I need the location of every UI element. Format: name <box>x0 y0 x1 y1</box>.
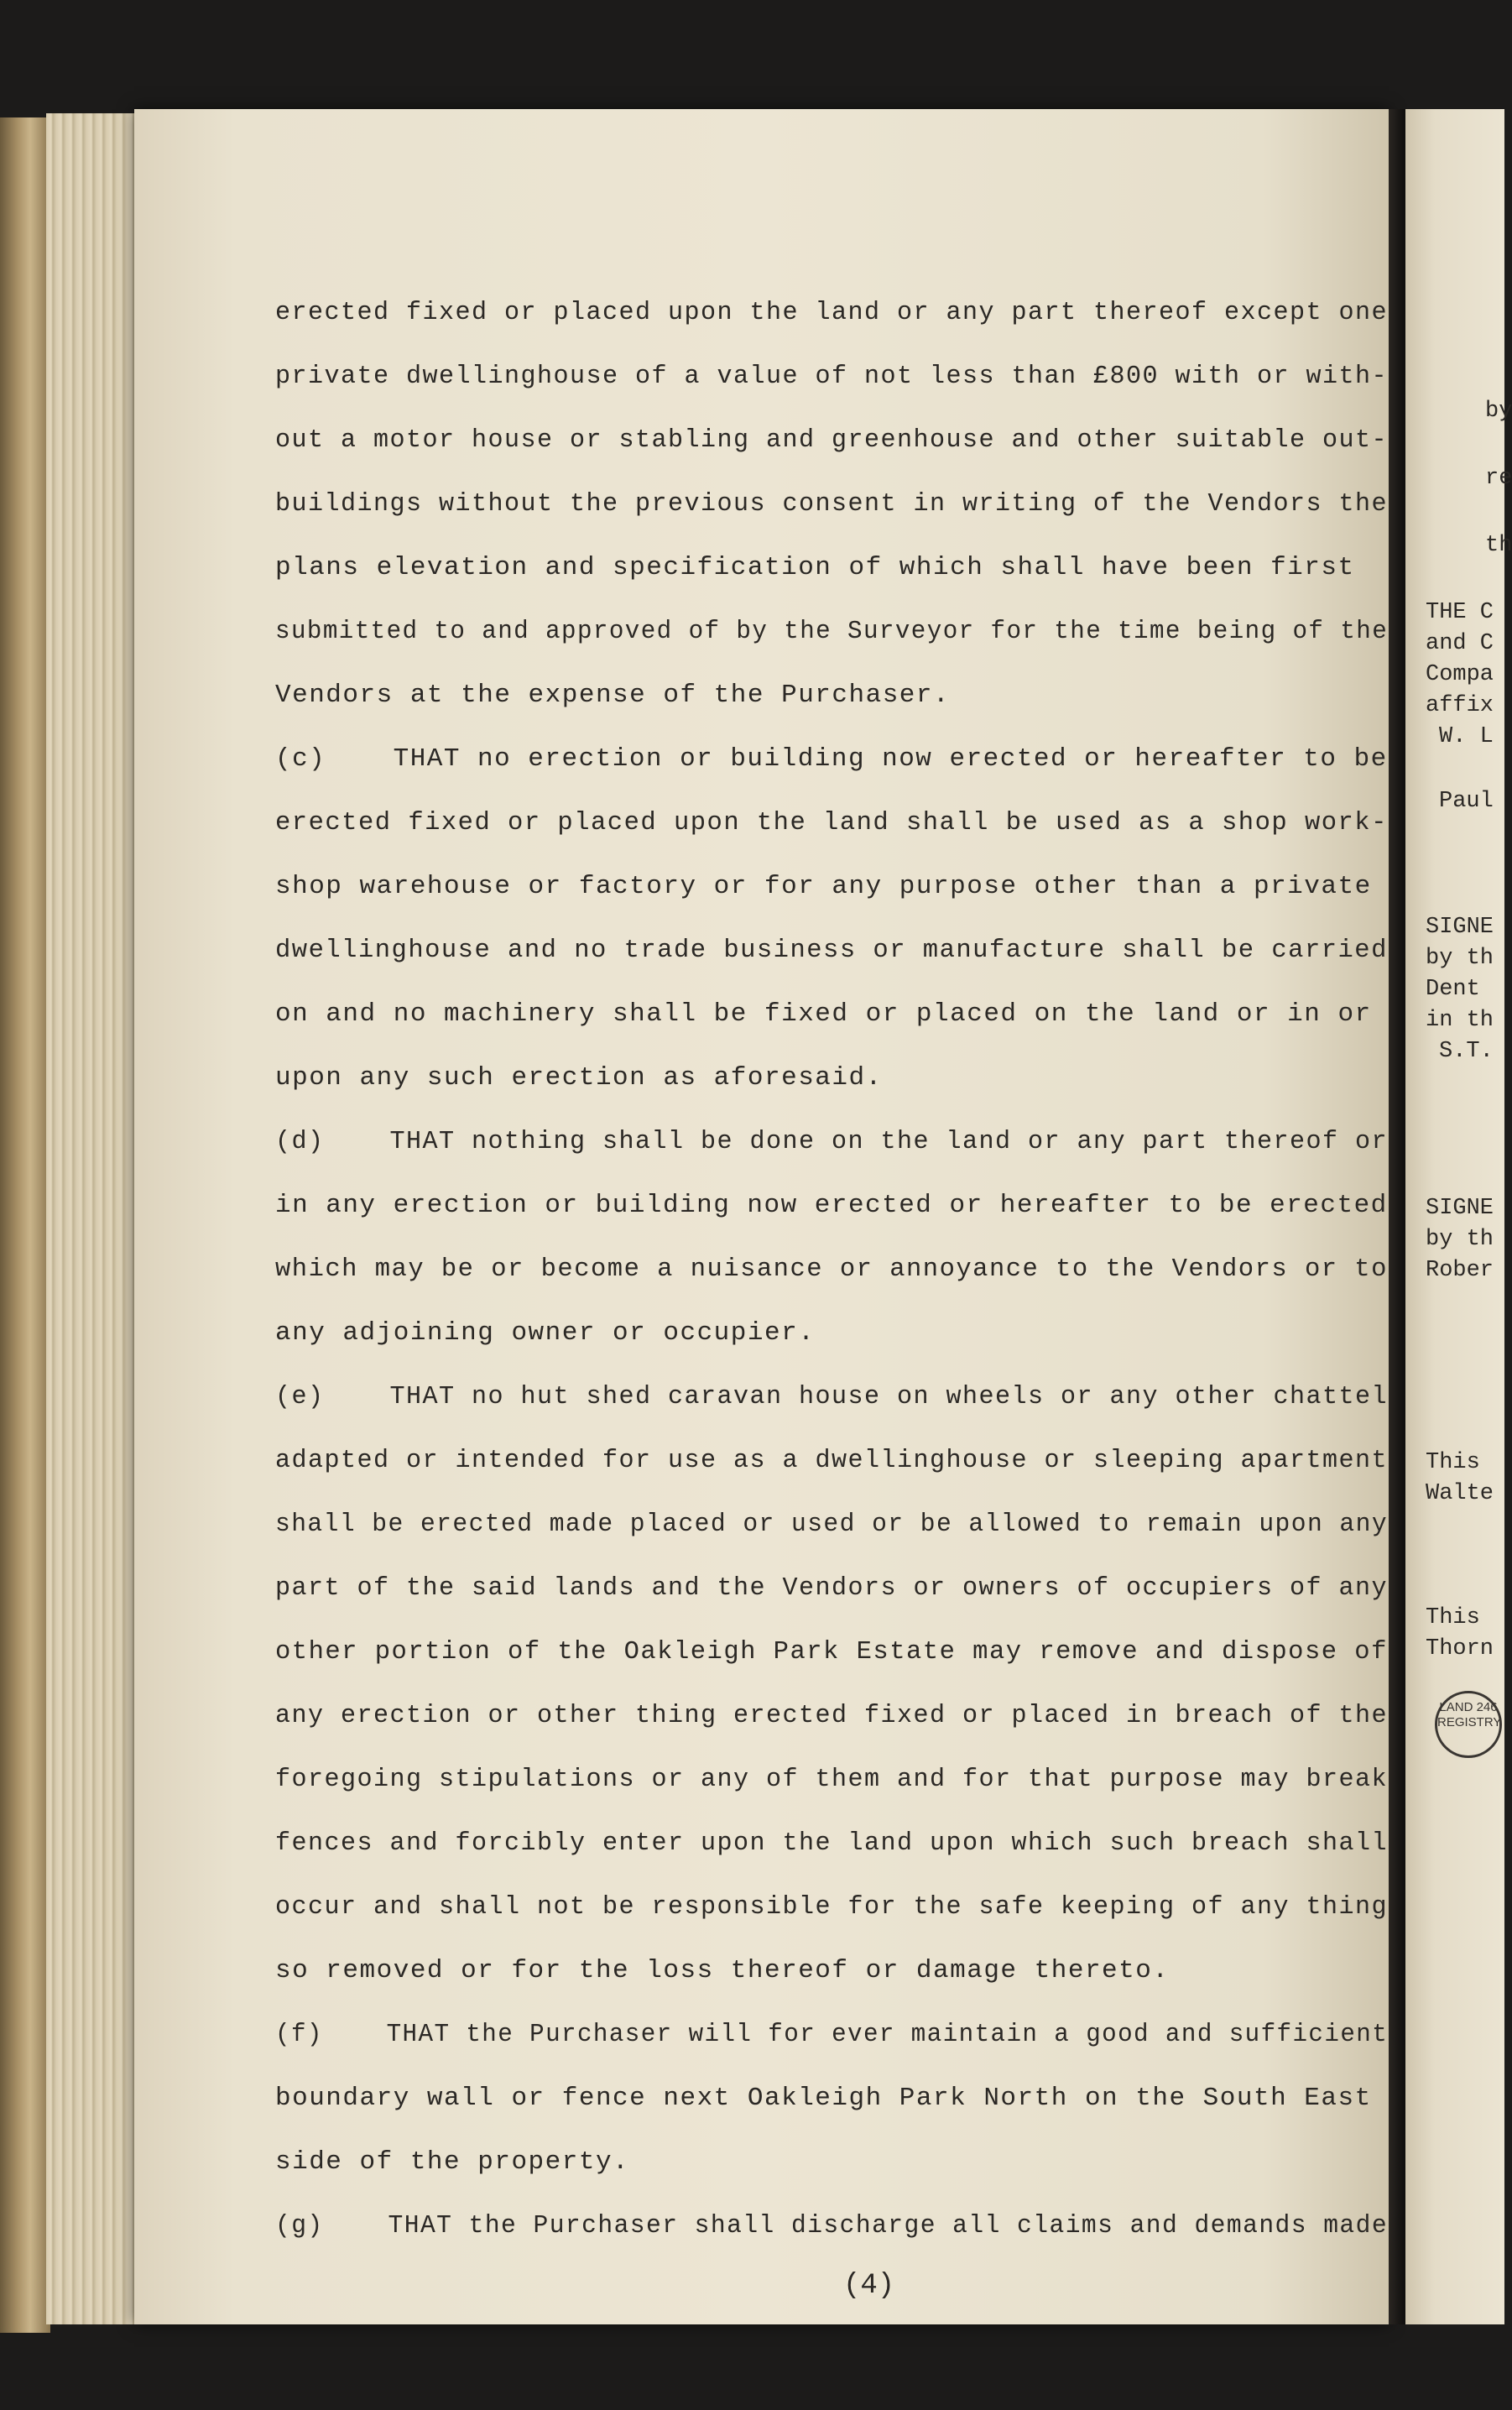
text-line: foregoing stipulations or any of them and for that purpose may break <box>275 1765 1389 1794</box>
facing-line: Paul <box>1439 789 1494 814</box>
facing-line: THE C <box>1426 600 1494 625</box>
facing-line: in th <box>1426 1008 1494 1033</box>
facing-line: This <box>1426 1450 1480 1475</box>
text-line: any adjoining owner or occupier. <box>275 1318 816 1348</box>
text-line: side of the property. <box>275 2147 630 2177</box>
facing-line: by <box>1485 399 1512 424</box>
deed-text-body <box>275 298 1391 2253</box>
text-line: so removed or for the loss thereof or damage thereto. <box>275 1956 1170 1985</box>
text-line: erected fixed or placed upon the land shall be used as a shop work- <box>275 808 1388 837</box>
clause-g-heading: (g) THAT the Purchaser shall discharge all claims and demands made <box>275 2211 1389 2240</box>
clause-f-heading: (f) THAT the Purchaser will for ever maintain a good and sufficient <box>275 2020 1389 2049</box>
facing-line: Rober <box>1426 1258 1494 1283</box>
clause-d-heading: (d) THAT nothing shall be done on the land or any part thereof or <box>275 1127 1389 1156</box>
text-line: part of the said lands and the Vendors or owners of occupiers of any <box>275 1573 1389 1603</box>
facing-line: by th <box>1426 1227 1494 1252</box>
text-line: adapted or intended for use as a dwellinghouse or sleeping apartment <box>275 1446 1389 1475</box>
text-line: shall be erected made placed or used or be allowed to remain upon any <box>275 1510 1389 1539</box>
clause-e-heading: (e) THAT no hut shed caravan house on wheels or any other chattel <box>275 1382 1389 1411</box>
text-line: fences and forcibly enter upon the land upon which such breach shall <box>275 1828 1389 1858</box>
text-line: out a motor house or stabling and greenhouse and other suitable out- <box>275 425 1389 455</box>
facing-page-text <box>1405 109 1512 2324</box>
text-line: occur and shall not be responsible for the safe keeping of any thing <box>275 1892 1389 1922</box>
text-line: upon any such erection as aforesaid. <box>275 1063 883 1093</box>
text-line: other portion of the Oakleigh Park Estate may remove and dispose of <box>275 1637 1388 1667</box>
facing-line: and C <box>1426 631 1494 656</box>
book-gutter <box>1389 109 1405 2324</box>
facing-line: re <box>1485 466 1512 491</box>
facing-line: Compa <box>1426 662 1494 687</box>
facing-line: Thorn <box>1426 1636 1494 1661</box>
page-stack-edges <box>46 113 140 2324</box>
text-line: private dwellinghouse of a value of not less than £800 with or with- <box>275 362 1389 391</box>
text-line: shop warehouse or factory or for any purpose other than a private <box>275 872 1372 901</box>
text-line: plans elevation and specification of which shall have been first <box>275 553 1355 582</box>
text-line: boundary wall or fence next Oakleigh Park North on the South East <box>275 2084 1372 2113</box>
text-line: which may be or become a nuisance or annoyance to the Vendors or to <box>275 1255 1388 1284</box>
text-line: in any erection or building now erected or hereafter to be erected <box>275 1191 1388 1220</box>
text-line: dwellinghouse and no trade business or manufacture shall be carried <box>275 936 1388 965</box>
facing-line: W. L <box>1439 724 1494 749</box>
facing-line: affix <box>1426 693 1494 718</box>
facing-page <box>1405 109 1512 2324</box>
facing-line: Dent <box>1426 977 1480 1002</box>
land-registry-stamp-icon: LAND 246 REGISTRY <box>1435 1691 1502 1758</box>
text-line: submitted to and approved of by the Surveyor for the time being of the <box>275 617 1389 646</box>
facing-line: This <box>1426 1605 1480 1630</box>
text-line: on and no machinery shall be fixed or placed on the land or in or <box>275 999 1372 1029</box>
text-line: any erection or other thing erected fixed or placed in breach of the <box>275 1701 1389 1730</box>
facing-line: Walte <box>1426 1481 1494 1506</box>
facing-line: SIGNE <box>1426 915 1494 940</box>
text-line: erected fixed or placed upon the land or any part thereof except one <box>275 298 1389 327</box>
text-line: Vendors at the expense of the Purchaser. <box>275 681 951 710</box>
facing-line: th <box>1485 533 1512 558</box>
text-line: buildings without the previous consent in writing of the Vendors the <box>275 489 1389 519</box>
page-number: (4) <box>843 2270 895 2302</box>
clause-c-heading: (c) THAT no erection or building now erected or hereafter to be <box>275 744 1388 774</box>
facing-line: SIGNE <box>1426 1196 1494 1221</box>
facing-line: S.T. <box>1439 1039 1494 1064</box>
facing-line: by th <box>1426 946 1494 971</box>
book-spine-edge <box>0 117 50 2333</box>
